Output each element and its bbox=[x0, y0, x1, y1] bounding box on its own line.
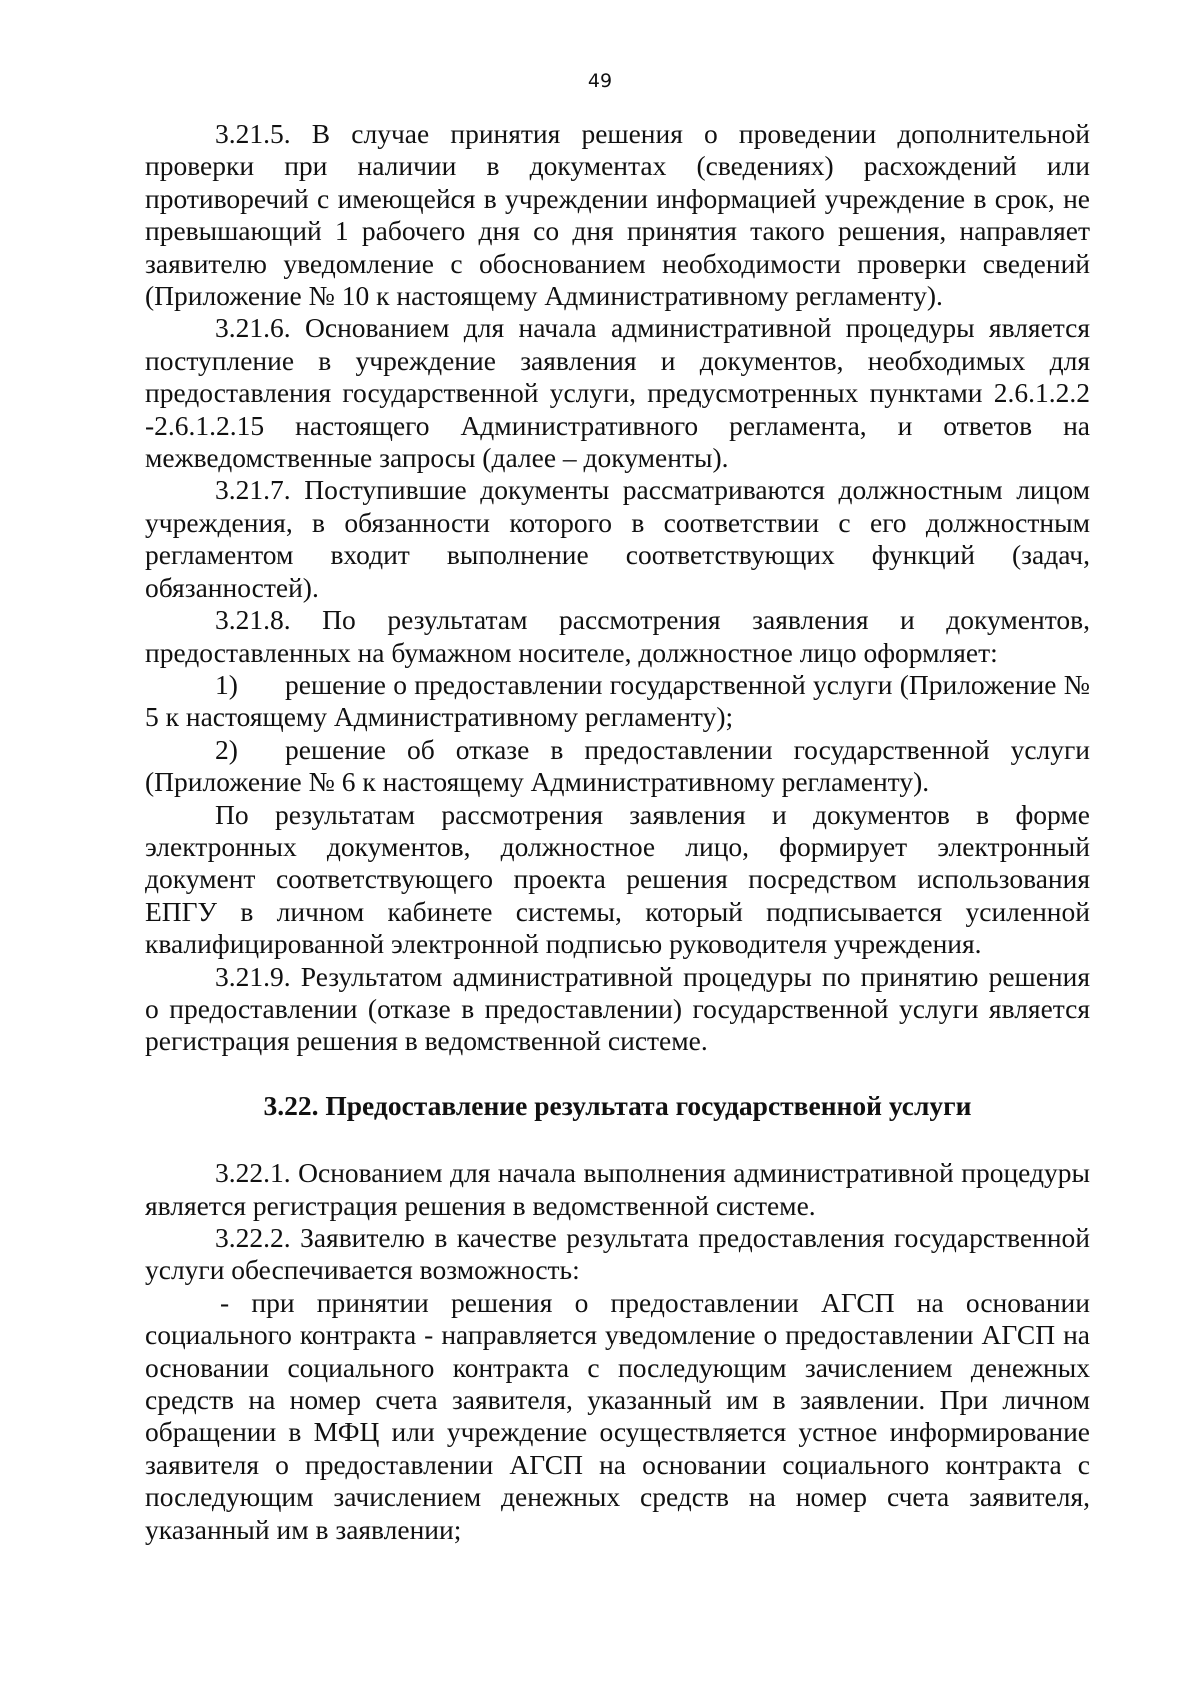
paragraph-electronic-documents: По результатам рассмотрения заявления и документов в форме электронных документов, должностное лицо, формирует электронный документ соответствующего проекта решения посредством использования ЕПГУ в личном кабинете системы, который подписывается усиленной квалифицированной электронной подписью руководителя учреждения. bbox=[145, 798, 1090, 960]
page-number: 49 bbox=[587, 70, 613, 92]
paragraph-3-22-2: 3.22.2. Заявителю в качестве результата предоставления государственной услуги обеспечивается возможность: bbox=[145, 1222, 1090, 1286]
list-item-1 bbox=[145, 669, 1090, 734]
list-item-2-number: 2) bbox=[215, 733, 238, 765]
list-item-1-number: 1) bbox=[215, 668, 238, 700]
section-heading-3-22: 3.22. Предоставление результата государственной услуги bbox=[263, 1089, 972, 1121]
dash-list-item-1: - при принятии решения о предоставлении АГСП на основании социального контракта - направляется уведомление о предоставлении АГСП на основании социального контракта с последующим зачислением денежных средств на номер счета заявителя, указанный им в заявлении. При личном обращении в МФЦ или учреждение осуществляется устное информирование заявителя о предоставлении АГСП на основании социального контракта с последующим зачислением денежных средств на номер счета заявителя, указанный им в заявлении; bbox=[145, 1286, 1090, 1545]
list-item-2 bbox=[145, 734, 1090, 799]
paragraph-3-21-7: 3.21.7. Поступившие документы рассматриваются должностным лицом учреждения, в обязанности которого в соответствии с его должностным регламентом входит выполнение соответствующих функций (задач, обязанностей). bbox=[145, 474, 1090, 603]
list-item-1-text: решение о предоставлении государственной услуги (Приложение № 5 к настоящему Административному регламенту); bbox=[145, 668, 1090, 733]
list-item-2-text: решение об отказе в предоставлении государственной услуги (Приложение № 6 к настоящему Административному регламенту). bbox=[145, 733, 1090, 798]
document-body bbox=[145, 118, 1090, 1546]
paragraph-3-22-1: 3.22.1. Основанием для начала выполнения административной процедуры является регистрация решения в ведомственной системе. bbox=[145, 1157, 1090, 1221]
paragraph-3-21-9: 3.21.9. Результатом административной процедуры по принятию решения о предоставлении (отказе в предоставлении) государственной услуги является регистрация решения в ведомственной системе. bbox=[145, 960, 1090, 1057]
paragraph-3-21-8: 3.21.8. По результатам рассмотрения заявления и документов, предоставленных на бумажном носителе, должностное лицо оформляет: bbox=[145, 604, 1090, 668]
paragraph-3-21-6: 3.21.6. Основанием для начала административной процедуры является поступление в учреждение заявления и документов, необходимых для предоставления государственной услуги, предусмотренных пунктами 2.6.1.2.2 -2.6.1.2.15 настоящего Административного регламента, и ответов на межведомственные запросы (далее – документы). bbox=[145, 312, 1090, 474]
paragraph-3-21-5: 3.21.5. В случае принятия решения о проведении дополнительной проверки при наличии в документах (сведениях) расхождений или противоречий с имеющейся в учреждении информацией учреждение в срок, не превышающий 1 рабочего дня со дня принятия такого решения, направляет заявителю уведомление с обоснованием необходимости проверки сведений (Приложение № 10 к настоящему Административному регламенту). bbox=[145, 118, 1090, 312]
